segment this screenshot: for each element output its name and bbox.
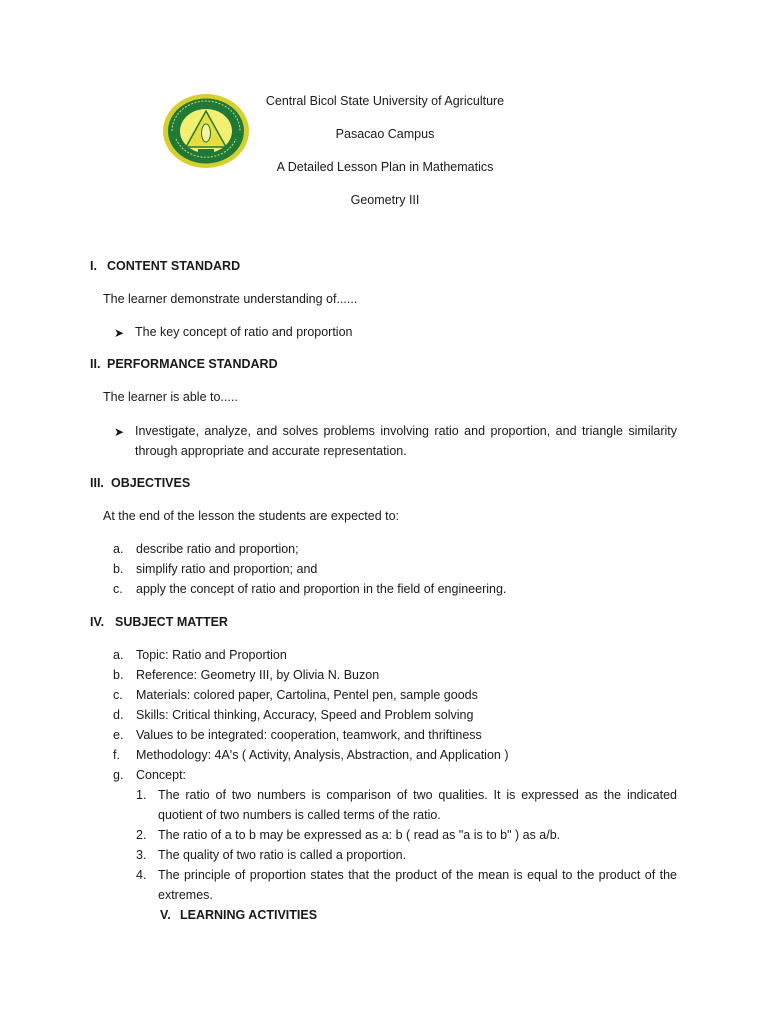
concept-item: The ratio of two numbers is comparison of two qualities. It is expressed as the indicated quotient of two numbers is called terms of the ratio. (158, 788, 677, 822)
arrow-bullet-icon: ➤ (114, 425, 125, 439)
university-seal-logo (162, 93, 250, 169)
objective-item: apply the concept of ratio and proportion in the field of engineering. (136, 582, 507, 596)
objectives-intro: At the end of the lesson the students are expected to: (103, 509, 400, 523)
section-numeral: III. (90, 476, 104, 490)
list-marker: b. (113, 668, 124, 682)
list-marker: c. (113, 582, 123, 596)
arrow-bullet-icon: ➤ (114, 326, 125, 340)
list-marker: 4. (136, 868, 147, 882)
subject-matter-item: Materials: colored paper, Cartolina, Pentel pen, sample goods (136, 688, 478, 702)
subject-matter-item: Methodology: 4A's ( Activity, Analysis, Abstraction, and Application ) (136, 748, 509, 762)
section-numeral: I. (90, 259, 97, 273)
performance-standard-bullet: Investigate, analyze, and solves problems involving ratio and proportion, and triangle similarity through appropriate and accurate representation. (135, 424, 677, 458)
content-standard-intro: The learner demonstrate understanding of...... (103, 292, 358, 306)
list-marker: c. (113, 688, 123, 702)
lesson-plan-title: A Detailed Lesson Plan in Mathematics (276, 160, 494, 174)
objective-item: simplify ratio and proportion; and (136, 562, 318, 576)
subject-matter-item: Topic: Ratio and Proportion (136, 648, 287, 662)
list-marker: 1. (136, 788, 147, 802)
section-heading-performance-standard: PERFORMANCE STANDARD (107, 357, 278, 371)
subject-title: Geometry III (350, 193, 420, 207)
list-marker: g. (113, 768, 124, 782)
list-marker: d. (113, 708, 124, 722)
campus-name: Pasacao Campus (335, 127, 435, 141)
list-marker: e. (113, 728, 124, 742)
list-marker: b. (113, 562, 124, 576)
list-marker: a. (113, 542, 124, 556)
subject-matter-item: Values to be integrated: cooperation, teamwork, and thriftiness (136, 728, 482, 742)
university-name: Central Bicol State University of Agriculture (265, 94, 505, 108)
section-heading-learning-activities: LEARNING ACTIVITIES (180, 908, 318, 922)
section-numeral: II. (90, 357, 101, 371)
section-heading-content-standard: CONTENT STANDARD (107, 259, 241, 273)
list-marker: f. (113, 748, 120, 762)
section-numeral: V. (160, 908, 171, 922)
section-heading-subject-matter: SUBJECT MATTER (115, 615, 228, 629)
concept-item: The quality of two ratio is called a proportion. (158, 848, 407, 862)
list-marker: 2. (136, 828, 147, 842)
section-heading-objectives: OBJECTIVES (111, 476, 191, 490)
subject-matter-item: Reference: Geometry III, by Olivia N. Buzon (136, 668, 380, 682)
performance-standard-intro: The learner is able to..... (103, 390, 238, 404)
subject-matter-item: Concept: (136, 768, 187, 782)
subject-matter-item: Skills: Critical thinking, Accuracy, Speed and Problem solving (136, 708, 474, 722)
concept-item: The ratio of a to b may be expressed as a: b ( read as "a is to b" ) as a/b. (158, 828, 561, 842)
list-marker: 3. (136, 848, 147, 862)
objective-item: describe ratio and proportion; (136, 542, 299, 556)
section-numeral: IV. (90, 615, 105, 629)
list-marker: a. (113, 648, 124, 662)
content-standard-bullet: The key concept of ratio and proportion (135, 325, 353, 339)
concept-item: The principle of proportion states that the product of the mean is equal to the product of the extremes. (158, 868, 677, 902)
